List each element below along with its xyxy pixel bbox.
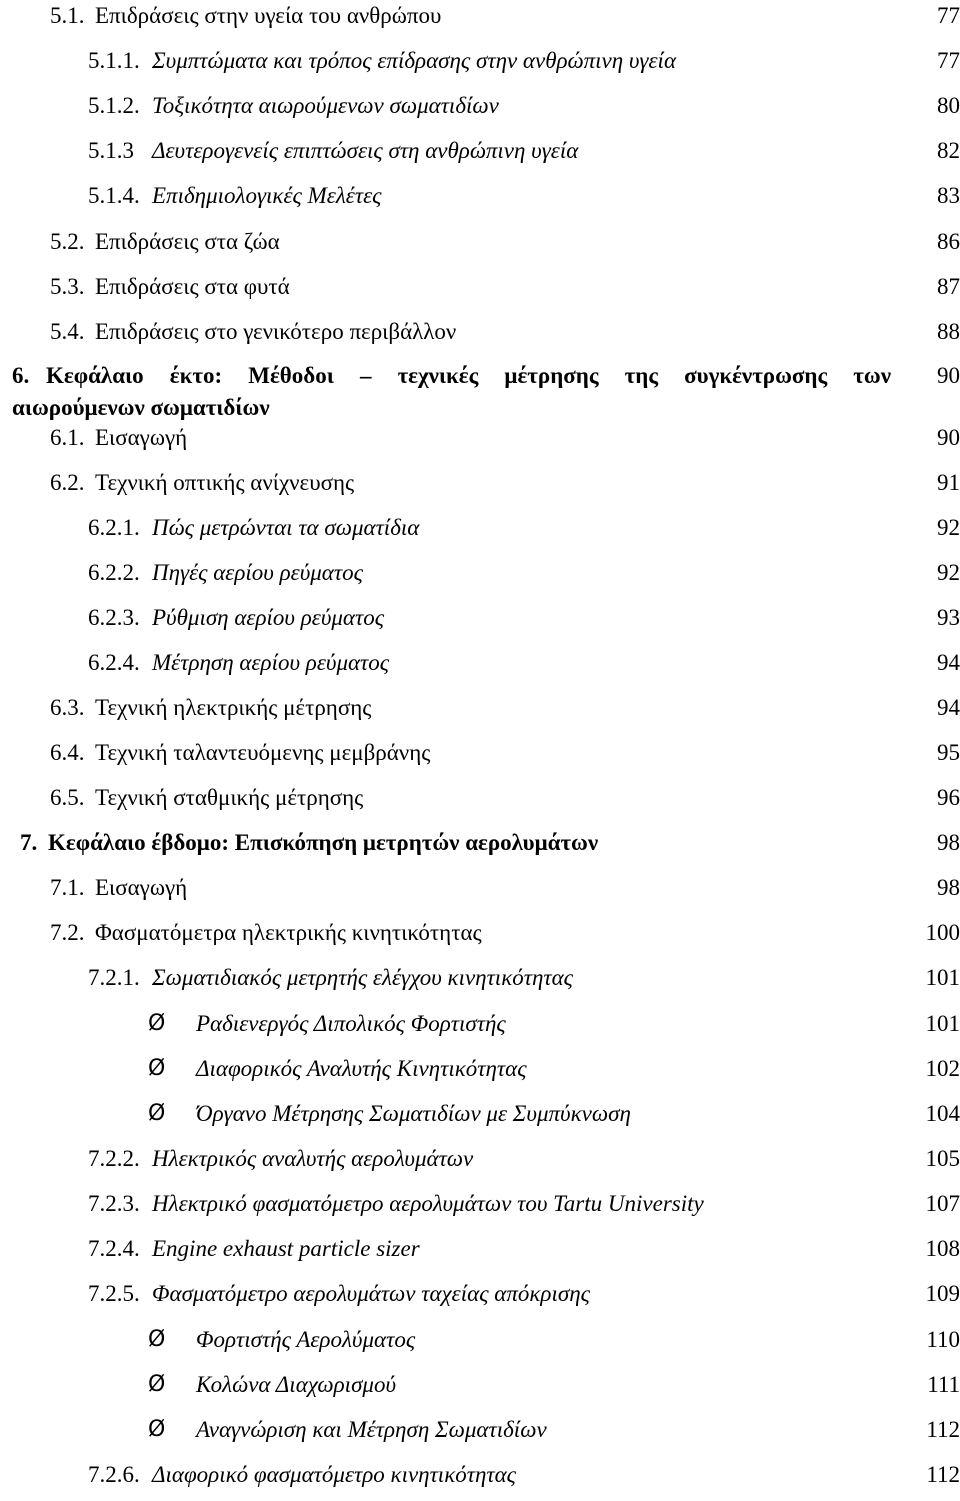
section-title: Φασματόμετρο αερολυμάτων ταχείας απόκρισης [152,1280,590,1308]
section-number: 6.1. [50,424,85,452]
section-number: 7.2. [50,919,85,947]
page-number: 112 [926,1416,960,1444]
section-title: Πηγές αερίου ρεύματος [152,559,363,587]
page-number: 96 [937,784,960,812]
page-number: 100 [926,919,960,947]
toc-bullet-entry [0,1100,960,1140]
section-title: Συμπτώματα και τρόπος επίδρασης στην ανθρώπινη υγεία [152,47,676,75]
page-number: 108 [926,1235,960,1263]
toc-entry [0,1190,960,1230]
section-title: Τοξικότητα αιωρούμενων σωματιδίων [152,92,499,120]
section-title: Εισαγωγή [95,424,187,452]
toc-entry [0,469,960,509]
section-number: 5.1.3 [88,137,134,165]
section-number: 7.2.3. [88,1190,140,1218]
page-number: 87 [937,273,960,301]
page-number: 98 [937,874,960,902]
section-number: 5.1.2. [88,92,140,120]
bullet-title: Φορτιστής Αερολύματος [196,1326,415,1354]
toc-entry [0,1461,960,1501]
section-title: Τεχνική ταλαντευόμενης μεμβράνης [95,739,430,767]
toc-entry [0,694,960,734]
section-number: 7.1. [50,874,85,902]
section-title: Διαφορικό φασματόμετρο κινητικότητας [152,1461,516,1489]
page-number: 88 [937,318,960,346]
page-number: 101 [926,1010,960,1038]
toc-bullet-entry [0,1010,960,1050]
section-number: 5.3. [50,273,85,301]
arrow-bullet-icon: Ø [148,1100,165,1128]
section-title: Τεχνική οπτικής ανίχνευσης [95,469,354,497]
toc-entry [0,649,960,689]
section-number: 7.2.2. [88,1145,140,1173]
toc-entry [0,1280,960,1320]
section-title: Δευτερογενείς επιπτώσεις στη ανθρώπινη υγεία [152,137,578,165]
bullet-title: Κολώνα Διαχωρισμού [196,1371,396,1399]
section-number: 6.4. [50,739,85,767]
toc-entry [0,137,960,177]
toc-bullet-entry [0,1055,960,1095]
toc-entry [0,318,960,358]
toc-entry [0,273,960,313]
bullet-title: Διαφορικός Αναλυτής Κινητικότητας [196,1055,527,1083]
section-title: Μέτρηση αερίου ρεύματος [152,649,389,677]
section-number: 5.4. [50,318,85,346]
toc-bullet-entry [0,1326,960,1366]
section-title: Ηλεκτρικό φασματόμετρο αερολυμάτων του Tartu University [152,1190,704,1218]
page-number: 104 [926,1100,960,1128]
section-title: Engine exhaust particle sizer [152,1235,420,1263]
section-number: 5.1.4. [88,182,140,210]
toc-entry [0,559,960,599]
section-number: 6.2.1. [88,514,140,542]
page-number: 82 [937,137,960,165]
toc-entry [0,92,960,132]
page-number: 91 [937,469,960,497]
section-title: Σωματιδιακός μετρητής ελέγχου κινητικότητας [152,964,573,992]
chapter-title-line2: αιωρούμενων σωματιδίων [12,394,270,422]
section-number: 5.2. [50,228,85,256]
section-title: Φασματόμετρα ηλεκτρικής κινητικότητας [95,919,482,947]
chapter-number: 6. [12,362,29,390]
toc-entry [0,964,960,1004]
section-title: Πώς μετρώνται τα σωματίδια [152,514,419,542]
section-title: Επιδράσεις στο γενικότερο περιβάλλον [95,318,456,346]
toc-chapter-entry [0,829,960,869]
page-number: 95 [937,739,960,767]
page-number: 92 [937,559,960,587]
arrow-bullet-icon: Ø [148,1055,165,1083]
toc-entry [0,514,960,554]
page-number: 83 [937,182,960,210]
bullet-title: Αναγνώριση και Μέτρηση Σωματιδίων [196,1416,547,1444]
page-number: 102 [926,1055,960,1083]
section-number: 6.3. [50,694,85,722]
section-number: 6.5. [50,784,85,812]
page-number: 90 [937,362,960,390]
chapter-title-line1: Κεφάλαιο έκτο: Μέθοδοι – τεχνικές μέτρησης της συγκέντρωσης των [46,362,891,390]
page-number: 92 [937,514,960,542]
section-title: Τεχνική σταθμικής μέτρησης [95,784,363,812]
page-number: 107 [926,1190,960,1218]
page-number: 105 [926,1145,960,1173]
page-number: 111 [927,1371,960,1399]
page-number: 112 [926,1461,960,1489]
page-number: 90 [937,424,960,452]
page-number: 77 [937,2,960,30]
arrow-bullet-icon: Ø [148,1326,165,1354]
toc-bullet-entry [0,1371,960,1411]
arrow-bullet-icon: Ø [148,1010,165,1038]
section-number: 7.2.4. [88,1235,140,1263]
toc-entry [0,784,960,824]
toc-entry [0,919,960,959]
arrow-bullet-icon: Ø [148,1371,165,1399]
page-number: 94 [937,649,960,677]
toc-entry [0,604,960,644]
section-number: 7.2.5. [88,1280,140,1308]
section-title: Ηλεκτρικός αναλυτής αερολυμάτων [152,1145,473,1173]
section-title: Εισαγωγή [95,874,187,902]
section-number: 6.2.2. [88,559,140,587]
bullet-title: Όργανο Μέτρησης Σωματιδίων με Συμπύκνωση [196,1100,631,1128]
toc-entry [0,874,960,914]
page-number: 110 [926,1326,960,1354]
page-number: 86 [937,228,960,256]
section-number: 5.1. [50,2,85,30]
section-number: 7.2.6. [88,1461,140,1489]
page-number: 77 [937,47,960,75]
chapter-number: 7. [20,829,37,857]
section-title: Επιδράσεις στην υγεία του ανθρώπου [95,2,441,30]
toc-entry [0,182,960,222]
section-title: Επιδράσεις στα ζώα [95,228,280,256]
section-title: Επιδημιολογικές Μελέτες [152,182,381,210]
page-number: 109 [926,1280,960,1308]
arrow-bullet-icon: Ø [148,1416,165,1444]
section-number: 7.2.1. [88,964,140,992]
page-number: 94 [937,694,960,722]
toc-entry [0,228,960,268]
toc-entry [0,1235,960,1275]
toc-entry [0,47,960,87]
bullet-title: Ραδιενεργός Διπολικός Φορτιστής [196,1010,506,1038]
page-number: 93 [937,604,960,632]
section-number: 5.1.1. [88,47,140,75]
section-title: Ρύθμιση αερίου ρεύματος [152,604,384,632]
section-number: 6.2. [50,469,85,497]
page-number: 98 [937,829,960,857]
toc-entry [0,1145,960,1185]
toc-entry [0,424,960,464]
section-title: Επιδράσεις στα φυτά [95,273,290,301]
section-title: Τεχνική ηλεκτρικής μέτρησης [95,694,371,722]
page-number: 80 [937,92,960,120]
section-number: 6.2.3. [88,604,140,632]
toc-entry [0,739,960,779]
section-number: 6.2.4. [88,649,140,677]
toc-entry [0,2,960,42]
toc-chapter-entry [0,362,960,422]
page-number: 101 [926,964,960,992]
toc-bullet-entry [0,1416,960,1456]
chapter-title: Κεφάλαιο έβδομο: Επισκόπηση μετρητών αερολυμάτων [48,829,598,857]
